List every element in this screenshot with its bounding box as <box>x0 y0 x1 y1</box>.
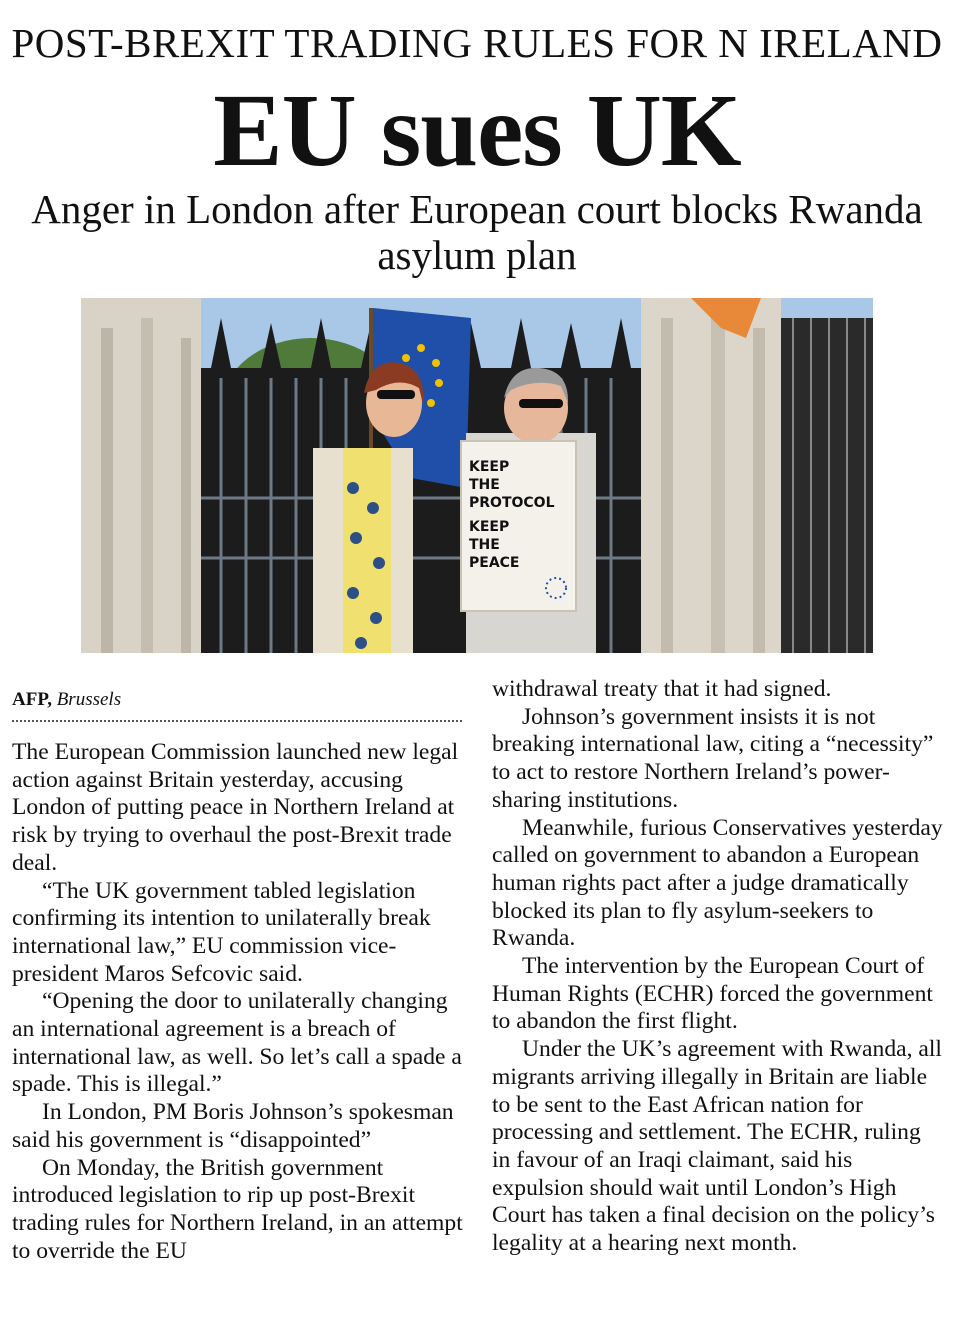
article-paragraph: On Monday, the British government introduced legislation to rip up post-Brexit trading rules for Northern Ireland, in an attempt to override the EU <box>12 1154 463 1264</box>
sign-line: PEACE <box>469 555 520 571</box>
kicker: POST-BREXIT TRADING RULES FOR N IRELAND <box>11 20 943 66</box>
article-paragraph: “Opening the door to unilaterally changing an international agreement is a breach of international law, as well. So let’s call a spade a spade. This is illegal.” <box>12 988 462 1098</box>
byline-divider <box>12 720 462 722</box>
sign-line: KEEP <box>469 459 510 475</box>
article-paragraph: The European Commission launched new legal action against Britain yesterday, accusing London of putting peace in Northern Ireland at risk by trying to overhaul the post-Brexit trade deal. <box>12 739 459 876</box>
sign-line: PROTOCOL <box>469 495 555 511</box>
article-paragraph: withdrawal treaty that it had signed. <box>492 676 832 702</box>
sign-line: THE <box>469 537 500 553</box>
subhead: Anger in London after European court blocks Rwanda asylum plan <box>31 186 923 278</box>
article-paragraph: The intervention by the European Court of Human Rights (ECHR) forced the government to abandon the first flight. <box>492 953 933 1035</box>
byline-agency: AFP, <box>12 689 52 710</box>
news-photo <box>81 298 873 653</box>
byline <box>12 688 121 712</box>
article-paragraph: “The UK government tabled legislation confirming its intention to unilaterally break international law,” EU commission vice-president Maros Sefcovic said. <box>12 877 431 987</box>
byline-place: Brussels <box>56 689 122 710</box>
article-paragraph: Under the UK’s agreement with Rwanda, all migrants arriving illegally in Britain are liable to be sent to the East African nation for processing and settlement. The ECHR, ruling in favour of an Iraqi claimant, said his expulsion should wait until London’s High Court has taken a final decision on the policy’s legality at a hearing next month. <box>492 1036 942 1257</box>
article-paragraph: Johnson’s government insists it is not breaking international law, citing a “necessity” to act to restore Northern Ireland’s power-sharing institutions. <box>492 703 934 813</box>
article-paragraph: Meanwhile, furious Conservatives yesterday called on government to abandon a European human rights pact after a judge dramatically blocked its plan to fly asylum-seekers to Rwanda. <box>492 814 943 952</box>
article-paragraph: In London, PM Boris Johnson’s spokesman said his government is “disappointed” <box>12 1099 454 1153</box>
article-column-left <box>12 739 467 1265</box>
sign-line: KEEP <box>469 519 510 535</box>
headline: EU sues UK <box>213 73 741 188</box>
sign-line: THE <box>469 477 500 493</box>
article-column-right <box>492 676 944 1258</box>
